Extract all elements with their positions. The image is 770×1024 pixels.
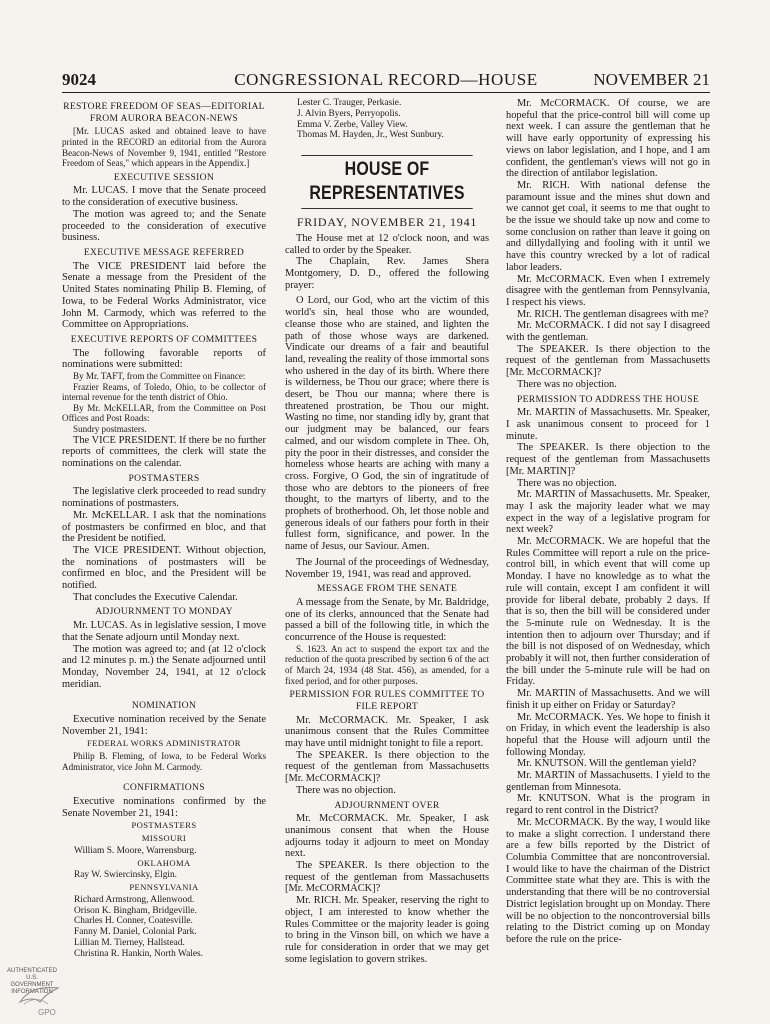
- paragraph: By Mr. TAFT, from the Committee on Finance:: [73, 371, 246, 382]
- nominee-name: Fanny M. Daniel, Colonial Park.: [74, 927, 197, 938]
- section-heading: RESTORE FREEDOM OF SEAS—EDITORIAL FROM AURORA BEACON-NEWS: [63, 101, 265, 124]
- section-heading: POSTMASTERS: [128, 472, 200, 484]
- paragraph: Mr. McCORMACK. I did not say I disagreed with the gentleman.: [506, 320, 710, 344]
- header-rule: [62, 92, 710, 93]
- paragraph: Mr. McCORMACK. Even when I extremely disagree with the gentleman from Pennsylvania, I respect his views.: [506, 273, 710, 308]
- paragraph: That concludes the Executive Calendar.: [73, 591, 238, 603]
- section-heading: EXECUTIVE MESSAGE REFERRED: [83, 247, 245, 258]
- paragraph: Mr. MARTIN of Massachusetts. And we will finish it up either on Friday or Saturday?: [506, 688, 710, 711]
- section-heading: PERMISSION TO ADDRESS THE HOUSE: [516, 393, 700, 405]
- house-title: HOUSE OF REPRESENTATIVES: [301, 155, 472, 209]
- state-heading: OKLAHOMA: [137, 857, 191, 868]
- paragraph: Mr. McKELLAR. I ask that the nominations of postmasters be confirmed en bloc, and that the President be notified.: [62, 509, 266, 545]
- paragraph: The SPEAKER. Is there objection to the request of the gentleman from Massachusetts [Mr. McCORMACK]?: [285, 749, 489, 785]
- paragraph: [Mr. LUCAS asked and obtained leave to have printed in the RECORD an editorial from the Aurora Beacon-News of November 9, 1941, entitled "Restore Freedom of Seas," which appears in the Appendix.]: [62, 126, 266, 169]
- column-1: [62, 98, 266, 960]
- paragraph: The legislative clerk proceeded to read sundry nominations of postmasters.: [62, 486, 266, 510]
- nominee-name: Emma V. Zerbe, Valley View.: [297, 119, 408, 130]
- session-date: FRIDAY, NOVEMBER 21, 1941: [296, 215, 478, 230]
- prayer-paragraph: O Lord, our God, who art the victim of this world's sin, heal those who are wounded, cleanse those who are stained, and lighten the path of those whose ways are darkened. Vindicate our dreams of a fair and beautiful land, revealing the reality of those immortal sons who ushered in the day of its birth. Where there is wilderness, be Thou our grace; where there is desert, be Thou our manna; where there is threatened prostration, be Thou our might. Wasting no time, nor standing idly by, grant that our judgment may be balanced, our fears calmed, and our wisdom complete in Thee. Oh, pity the poor in their distresses, and consider the homeless whose hearts are aching with many a cross. Forgive, O God, the sin of ingratitude of those who are debtors to the pioneers of free thought, to the martyrs of liberty, and to the prophets of brotherhood. Oh, let those noble and generous ideals of our fathers pour forth in their fullest form, significance, and power. In the name of Jesus, our Saviour. Amen.: [285, 295, 489, 553]
- paragraph: The SPEAKER. Is there objection to the request of the gentleman from Massachusetts [Mr. McCORMACK]?: [285, 860, 489, 895]
- paragraph: The Journal of the proceedings of Wednesday, November 19, 1941, was read and approved.: [285, 556, 489, 580]
- paragraph: Mr. RICH. Mr. Speaker, reserving the right to object, I am interested to know whether the Rules Committee or the majority leader is going to bring in the Vinson bill, on which we have a rule for consideration in order that we may get some legislation to govern strikes.: [285, 895, 489, 965]
- paragraph: Mr. MARTIN of Massachusetts. I yield to the gentleman from Minnesota.: [506, 770, 710, 793]
- nominee-name: Richard Armstrong, Allenwood.: [74, 894, 195, 905]
- column-2: [285, 98, 489, 965]
- paragraph: The following favorable reports of nominations were submitted:: [62, 347, 266, 371]
- page-header: [62, 70, 710, 92]
- state-heading: PENNSYLVANIA: [129, 882, 199, 893]
- paragraph: Executive nomination received by the Senate November 21, 1941:: [62, 714, 266, 737]
- section-heading: CONFIRMATIONS: [123, 782, 205, 794]
- section-heading: PERMISSION FOR RULES COMMITTEE TO FILE REPORT: [289, 689, 485, 712]
- gpo-eagle-logo-icon: [18, 982, 64, 1018]
- paragraph: Mr. LUCAS. As in legislative session, I move that the Senate adjourn until Monday next.: [62, 620, 266, 643]
- paragraph: There was no objection.: [296, 784, 396, 796]
- paragraph: The VICE PRESIDENT laid before the Senate a message from the President of the United States nominating Philip B. Fleming, of Iowa, to be Federal Works Administrator, vice John M. Carmody, which was referred to the Committee on Appropriations.: [62, 260, 266, 331]
- paragraph: Mr. MARTIN of Massachusetts. Mr. Speaker, I ask unanimous consent to proceed for 1 minute.: [506, 407, 710, 442]
- stamp-line: AUTHENTICATED: [7, 968, 57, 974]
- paragraph: The VICE PRESIDENT. If there be no further reports of committees, the clerk will state the nominations on the calendar.: [62, 434, 266, 469]
- nominee-name: J. Alvin Byers, Perryopolis.: [297, 108, 401, 119]
- paragraph: The VICE PRESIDENT. Without objection, the nominations of postmasters will be confirmed en bloc, and the President will be notified.: [62, 544, 266, 592]
- paragraph: Mr. McCORMACK. Yes. We hope to finish it on Friday, in which event the leadership is also hopeful that the House will adjourn until the following Monday.: [506, 711, 710, 758]
- page-number: 9024: [62, 70, 96, 89]
- nominee-name: Lester C. Trauger, Perkasie.: [297, 98, 402, 108]
- column-3: [506, 98, 710, 946]
- paragraph: Mr. RICH. The gentleman disagrees with me?: [517, 308, 709, 320]
- nominee-name: Christina R. Hankin, North Wales.: [74, 948, 204, 959]
- paragraph: A message from the Senate, by Mr. Baldridge, one of its clerks, announced that the Senate had passed a bill of the following title, in which the concurrence of the House is requested:: [285, 596, 489, 644]
- nominee-name: Thomas M. Hayden, Jr., West Sunbury.: [297, 130, 444, 141]
- running-title: CONGRESSIONAL RECORD—HOUSE: [234, 70, 538, 89]
- section-heading: EXECUTIVE SESSION: [113, 171, 215, 183]
- section-heading: ADJOURNMENT TO MONDAY: [95, 606, 233, 618]
- header-date: NOVEMBER 21: [593, 70, 710, 89]
- paragraph: Mr. McCORMACK. Of course, we are hopeful that the price-control bill will come up next week. I can assure the gentleman that he will have early opportunity of expressing his views on labor legislation, and I hope, and I am confident, the gentleman's views will not go in the direction of antilabor legislation.: [506, 98, 710, 180]
- paragraph: The motion was agreed to; and (at 12 o'clock and 12 minutes p. m.) the Senate adjourned until Monday, November 24, 1941, at 12 o'clock meridian.: [62, 643, 266, 690]
- paragraph: The SPEAKER. Is there objection to the request of the gentleman from Massachusetts [Mr. MARTIN]?: [506, 442, 710, 477]
- paragraph: Philip B. Fleming, of Iowa, to be Federal Works Administrator, vice John M. Carmody.: [62, 751, 266, 772]
- subheading: POSTMASTERS: [131, 820, 197, 831]
- paragraph: The SPEAKER. Is there objection to the request of the gentleman from Massachusetts [Mr. McCORMACK]?: [506, 343, 710, 379]
- stamp-line: U.S. GOVERNMENT: [10, 975, 54, 988]
- nominee-name: Ray W. Swiercinsky, Elgin.: [74, 870, 178, 881]
- paragraph: Mr. MARTIN of Massachusetts. Mr. Speaker, may I ask the majority leader what we may expect in the way of a legislative program for next week?: [506, 489, 710, 536]
- nominee-name: Orison K. Bingham, Bridgeville.: [74, 905, 197, 916]
- paragraph: Mr. McCORMACK. By the way, I would like to make a slight correction. I understand there are a few bills reported by the District of Columbia Committee that are noncontroversial. I would like to have the chairman of the District Committee state what they are. This is with the understanding that there will be no controversial District legislation brought up on Monday. There will be no objection to the noncontroversial bills relating to the District coming up on Monday before the rule on the price-: [506, 816, 710, 945]
- section-heading: MESSAGE FROM THE SENATE: [316, 583, 458, 595]
- paragraph: The motion was agreed to; and the Senate proceeded to the consideration of executive business.: [62, 208, 266, 244]
- section-heading: ADJOURNMENT OVER: [334, 799, 440, 811]
- paragraph: Mr. McCORMACK. Mr. Speaker, I ask unanimous consent that the Rules Committee may have until midnight tonight to file a report.: [285, 714, 489, 749]
- gpo-logo-text: GPO: [38, 1008, 56, 1017]
- paragraph: Sundry postmasters.: [73, 424, 147, 434]
- gpo-authentication-stamp: [4, 968, 74, 1018]
- nominee-name: Charles H. Conner, Coatesville.: [74, 916, 193, 927]
- paragraph: There was no objection.: [517, 477, 617, 489]
- paragraph: Mr. KNUTSON. What is the program in regard to rent control in the District?: [506, 793, 710, 817]
- paragraph: Frazier Reams, of Toledo, Ohio, to be collector of internal revenue for the tenth district of Ohio.: [62, 381, 266, 403]
- nominee-name: Lillian M. Tierney, Hallstead.: [74, 938, 185, 949]
- subheading: FEDERAL WORKS ADMINISTRATOR: [87, 738, 241, 749]
- spacer: [62, 690, 266, 697]
- paragraph: The Chaplain, Rev. James Shera Montgomery, D. D., offered the following prayer:: [285, 256, 489, 291]
- section-heading: NOMINATION: [131, 700, 197, 712]
- paragraph: There was no objection.: [517, 378, 617, 390]
- paragraph: Mr. McCORMACK. Mr. Speaker, I ask unanimous consent that when the House adjourns today it adjourn to meet on Monday next.: [285, 813, 489, 860]
- paragraph: S. 1623. An act to suspend the export tax and the reduction of the quota prescribed by section 6 of the act of March 24, 1934 (48 Stat. 456), as amended, for a fixed period, and for other purposes.: [285, 643, 489, 686]
- paragraph: Mr. RICH. With national defense the paramount issue and the mines shut down and we cannot get coal, it seems to me that ought to be the issue we should take up now and come to some conclusion on rather than leave it going on and dillydallying and fooling with it until we have this country wrecked by a lot of radical labor leaders.: [506, 179, 710, 273]
- paragraph: By Mr. McKELLAR, from the Committee on Post Offices and Post Roads:: [62, 402, 266, 424]
- section-heading: EXECUTIVE REPORTS OF COMMITTEES: [70, 333, 258, 345]
- stamp-line: INFORMATION: [11, 989, 53, 995]
- paragraph: Mr. KNUTSON. Will the gentleman yield?: [517, 758, 697, 770]
- paragraph: Mr. McCORMACK. We are hopeful that the Rules Committee will report a rule on the price-control bill, in which event that will come up Monday. I have no knowledge as to what the rule will contain, except I am confident it will provide for liberal debate, probably 2 days. If that is so, then the bill will be considered under the 5-minute rule on Wednesday. It is the intention then to adjourn over Thursday; and if the bill is not disposed of on Wednesday, which probably it will not, then further consideration of the bill under the 5-minute rule will be had on Friday.: [506, 536, 710, 688]
- paragraph: Executive nominations confirmed by the Senate November 21, 1941:: [62, 796, 266, 819]
- spacer: [62, 772, 266, 779]
- state-heading: MISSOURI: [141, 833, 187, 844]
- paragraph: Mr. LUCAS. I move that the Senate proceed to the consideration of executive business.: [62, 185, 266, 209]
- paragraph: The House met at 12 o'clock noon, and was called to order by the Speaker.: [285, 232, 489, 256]
- nominee-name: William S. Moore, Warrensburg.: [74, 845, 197, 856]
